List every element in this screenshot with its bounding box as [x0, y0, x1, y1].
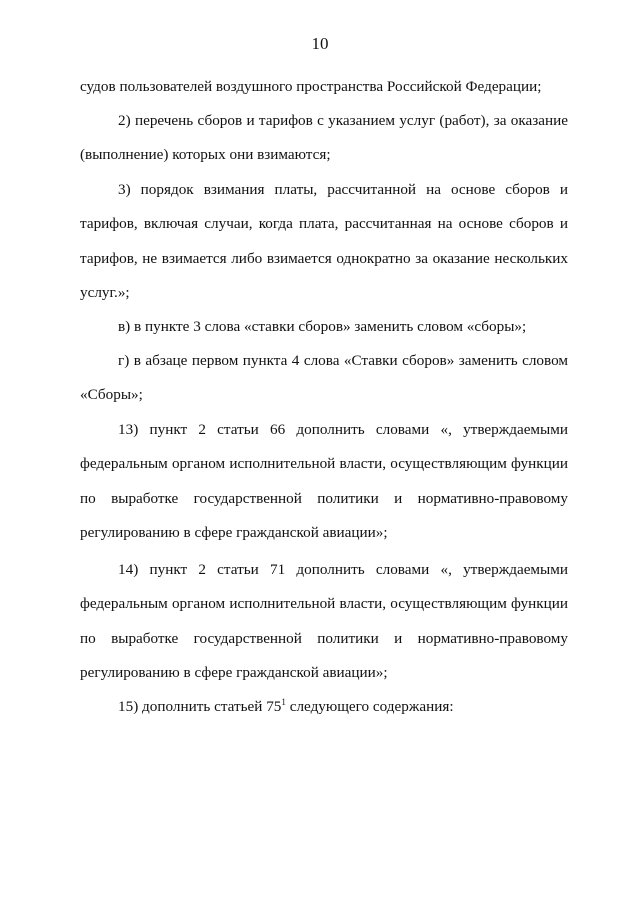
paragraph-item-15-tail: следующего содержания: — [285, 698, 454, 715]
paragraph-item-3: 3) порядок взимания платы, рассчитанной на основе сборов и тарифов, включая случаи, когда плата, рассчитанная на основе сборов и тарифов, не взимается либо взимается однократно за оказание нескольких услуг.»; — [80, 181, 568, 301]
paragraph-item-2: 2) перечень сборов и тарифов с указанием услуг (работ), за оказание (выполнение) которых они взимаются; — [80, 112, 568, 164]
paragraph-item-14: 14) пункт 2 статьи 71 дополнить словами «, утверждаемыми федеральным органом исполнительной власти, осуществляющим функции по выработке государственной политики и нормативно-правовому регулированию в сфере гражданской авиации»; — [80, 561, 568, 681]
paragraph-item-v: в) в пункте 3 слова «ставки сборов» заменить словом «сборы»; — [118, 318, 527, 335]
paragraph-item-15 — [80, 690, 568, 724]
paragraph-item-g: г) в абзаце первом пункта 4 слова «Ставки сборов» заменить словом «Сборы»; — [80, 352, 568, 404]
paragraph-item-13: 13) пункт 2 статьи 66 дополнить словами «, утверждаемыми федеральным органом исполнительной власти, осуществляющим функции по выработке государственной политики и нормативно-правовому регулированию в сфере гражданской авиации»; — [80, 421, 568, 541]
page-number: 10 — [311, 34, 329, 53]
paragraph-item-15-text: 15) дополнить статьей 75 — [118, 698, 282, 715]
superscript-article-index: 1 — [281, 697, 286, 707]
paragraph-continuation: судов пользователей воздушного пространства Российской Федерации; — [80, 78, 542, 95]
